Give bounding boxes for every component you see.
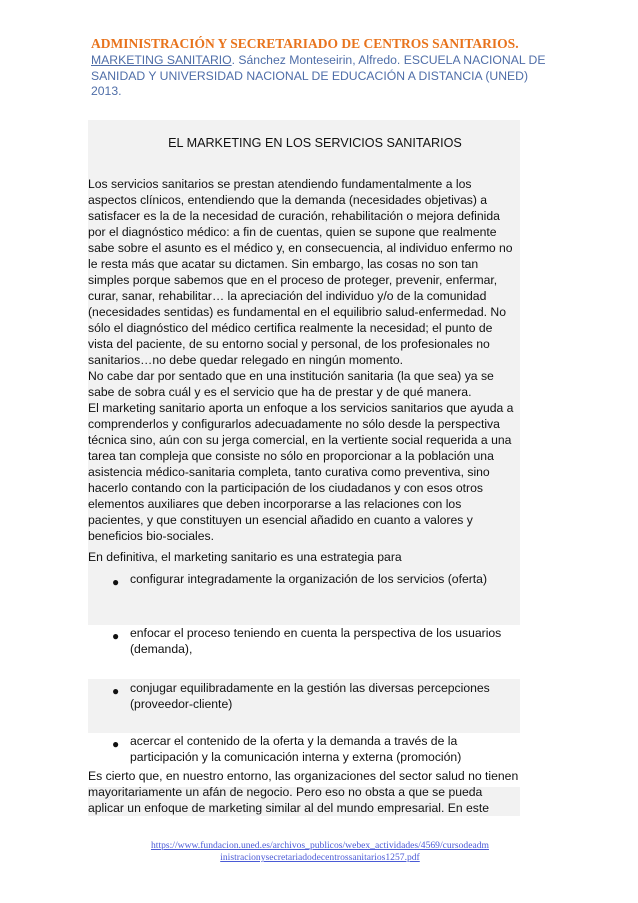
list-item-text: enfocar el proceso teniendo en cuenta la perspectiva de los usuarios (demanda),	[130, 626, 502, 656]
bullet-icon: ●	[112, 575, 120, 589]
bullet-icon: ●	[112, 684, 120, 698]
bullet-icon: ●	[112, 737, 120, 751]
reference-details: . Sánchez Monteseirin, Alfredo. ESCUELA NACIONAL DE SANIDAD Y UNIVERSIDAD NACIONAL DE EDUCACIÓN A DISTANCIA (UNED) 2013.	[91, 53, 546, 98]
strategy-intro: En definitiva, el marketing sanitario es una estrategia para	[88, 550, 402, 564]
document-body	[88, 120, 520, 816]
document-header	[91, 36, 551, 100]
list-item	[88, 571, 520, 625]
header-title: ADMINISTRACIÓN Y SECRETARIADO DE CENTROS SANITARIOS.	[91, 36, 519, 51]
list-item	[88, 680, 520, 734]
header-reference	[91, 53, 551, 100]
list-item	[88, 625, 520, 679]
paragraph: No cabe dar por sentado que en una institución sanitaria (la que sea) ya se sabe de sobra cuál y es el servicio que ha de prestar y de qué manera.	[88, 369, 494, 399]
paragraph: Los servicios sanitarios se prestan atendiendo fundamentalmente a los aspectos clínicos, entendiendo que la demanda (necesidades objetivas) a satisfacer es la de la necesidad de curación, rehabilitación o mejora definida por el diagnóstico médico: a fin de cuentas, quien se supone que realmente sabe sobre el asunto es el médico y, en consecuencia, al individuo enfermo no le resta más que acatar su dictamen. Sin embargo, las cosas no son tan simples porque sabemos que en el proceso de proteger, prevenir, enfermar, curar, sanar, rehabilitar… la apreciación del individuo y/o de la comunidad (necesidades sentidas) es fundamental en el equilibrio salud-enfermedad. No sólo el diagnóstico del médico certifica realmente la necesidad; el punto de vista del paciente, de su entorno social y personal, de los profesionales no sanitarios…no debe quedar relegado en ningún momento.	[88, 177, 513, 367]
section-heading: EL MARKETING EN LOS SERVICIOS SANITARIOS	[168, 136, 462, 150]
source-url[interactable]	[100, 840, 540, 864]
paragraph: El marketing sanitario aporta un enfoque a los servicios sanitarios que ayuda a comprenderlos y configurarlos adecuadamente no sólo desde la perspectiva técnica sino, aún con su jerga comercial, en la vertiente social requerida a una tarea tan compleja que consiste no sólo en proporcionar a la población una asistencia médico-sanitaria completa, tanto curativa como preventiva, sino hacerlo contando con la participación de los ciudadanos y con esos otros elementos auxiliares que deben incorporarse a las relaciones con los pacientes, y que constituyen un esencial añadido en cuanto a valores y beneficios bio-sociales.	[88, 401, 514, 543]
source-url-line[interactable]: inistracionysecretariadodecentrossanitarios1257.pdf	[220, 852, 420, 863]
closing-paragraph: Es cierto que, en nuestro entorno, las organizaciones del sector salud no tienen mayoritariamente un afán de negocio. Pero eso no obsta a que se pueda aplicar un enfoque de marketing similar al del mundo empresarial. En este	[88, 769, 519, 815]
reference-link[interactable]: MARKETING SANITARIO	[91, 53, 232, 67]
bullet-icon: ●	[112, 629, 120, 643]
list-item-text: configurar integradamente la organización de los servicios (oferta)	[130, 572, 488, 586]
main-paragraphs	[88, 176, 520, 544]
source-url-line[interactable]: https://www.fundacion.uned.es/archivos_publicos/webex_actividades/4569/cursodeadm	[150, 840, 489, 851]
list-item-text: acercar el contenido de la oferta y la demanda a través de la participación y la comunicación interna y externa (promoción)	[130, 734, 462, 764]
list-item-text: conjugar equilibradamente en la gestión las diversas percepciones (proveedor-cliente)	[130, 681, 490, 711]
